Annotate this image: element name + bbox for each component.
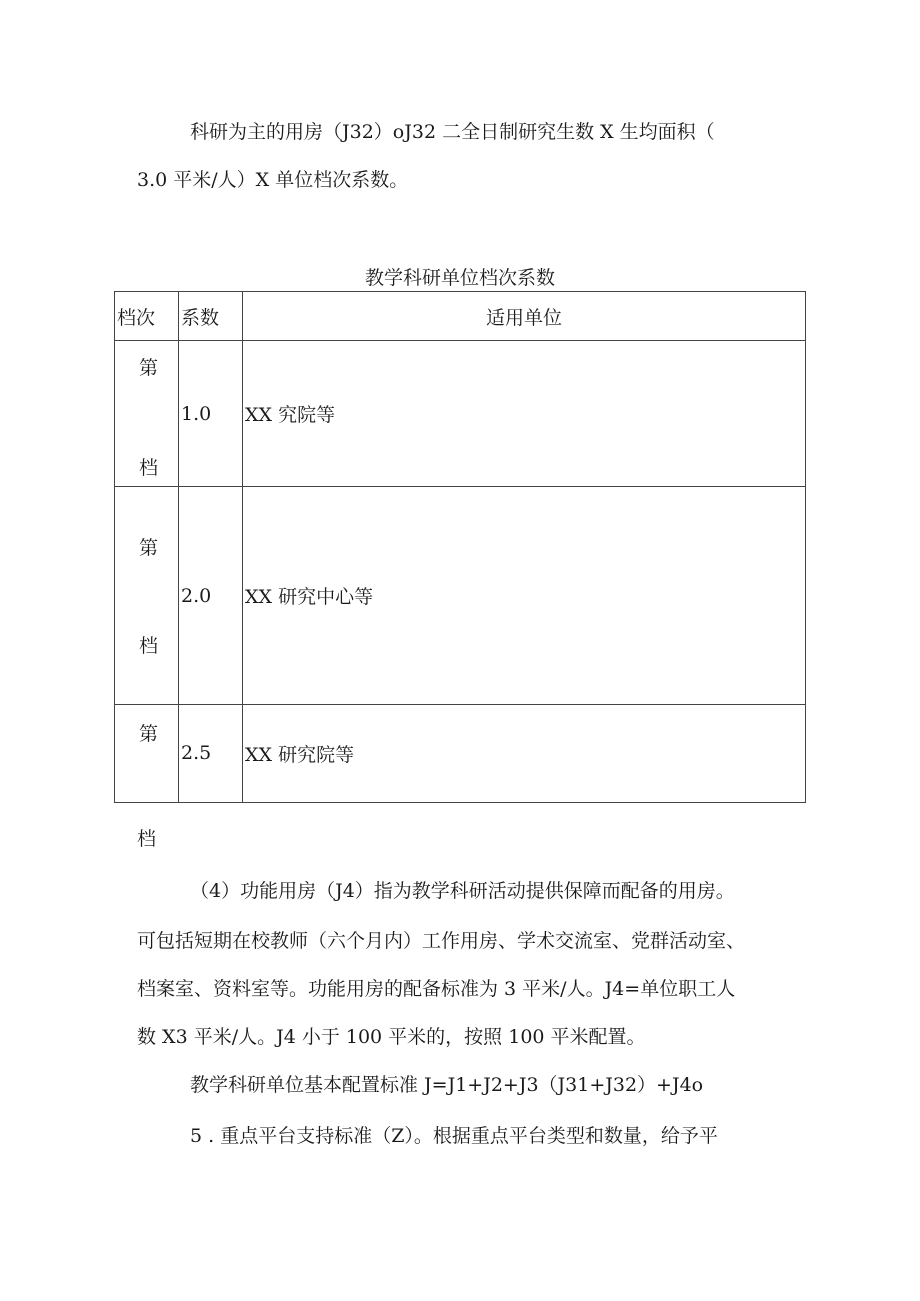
table-caption: 教学科研单位档次系数: [364, 267, 555, 289]
header-coefficient: 系数: [179, 292, 243, 341]
paragraph-line: 3.0 平米/人）X 单位档次系数。: [137, 169, 409, 191]
table-header-row: [115, 292, 806, 341]
coefficient-cell: 2.0: [179, 487, 243, 704]
coefficient-cell: 2.5: [179, 704, 243, 802]
paragraph-line: 数 X3 平米/人。J4 小于 100 平米的，按照 100 平米配置。: [137, 1026, 646, 1048]
tier-cell: [115, 704, 179, 802]
paragraph-line: 档案室、资料室等。功能用房的配备标准为 3 平米/人。J4=单位职工人: [137, 978, 736, 1000]
tier-label-top: 第: [139, 357, 159, 380]
paragraph-line: 可包括短期在校教师（六个月内）工作用房、学术交流室、党群活动室、: [137, 930, 746, 952]
tier-label-bottom: 档: [139, 635, 159, 658]
coefficient-cell: 1.0: [179, 341, 243, 487]
tier-label-bottom: 档: [139, 457, 159, 480]
tier-cell: [115, 341, 179, 487]
tier-coefficient-table: [114, 291, 806, 803]
paragraph-line: （4）功能用房（J4）指为教学科研活动提供保障而配备的用房。: [190, 880, 735, 902]
tier-label-top: 第: [139, 537, 159, 560]
unit-cell: XX 究院等: [243, 341, 806, 487]
paragraph-line: 科研为主的用房（J32）oJ32 二全日制研究生数 X 生均面积（: [190, 121, 715, 143]
header-applicable-unit: 适用单位: [243, 292, 806, 341]
unit-cell: XX 研究院等: [243, 704, 806, 802]
table-row: [115, 704, 806, 802]
tier-label-overflow: 档: [137, 828, 157, 850]
tier-cell: [115, 487, 179, 704]
paragraph-line: 教学科研单位基本配置标准 J=J1+J2+J3（J31+J32）+J4o: [190, 1074, 704, 1096]
paragraph-line: 5 . 重点平台支持标准（Z）。根据重点平台类型和数量，给予平: [190, 1125, 718, 1147]
unit-cell: XX 研究中心等: [243, 487, 806, 704]
table-row: [115, 487, 806, 704]
table-row: [115, 341, 806, 487]
header-tier: 档次: [115, 292, 179, 341]
tier-label-top: 第: [139, 722, 159, 745]
